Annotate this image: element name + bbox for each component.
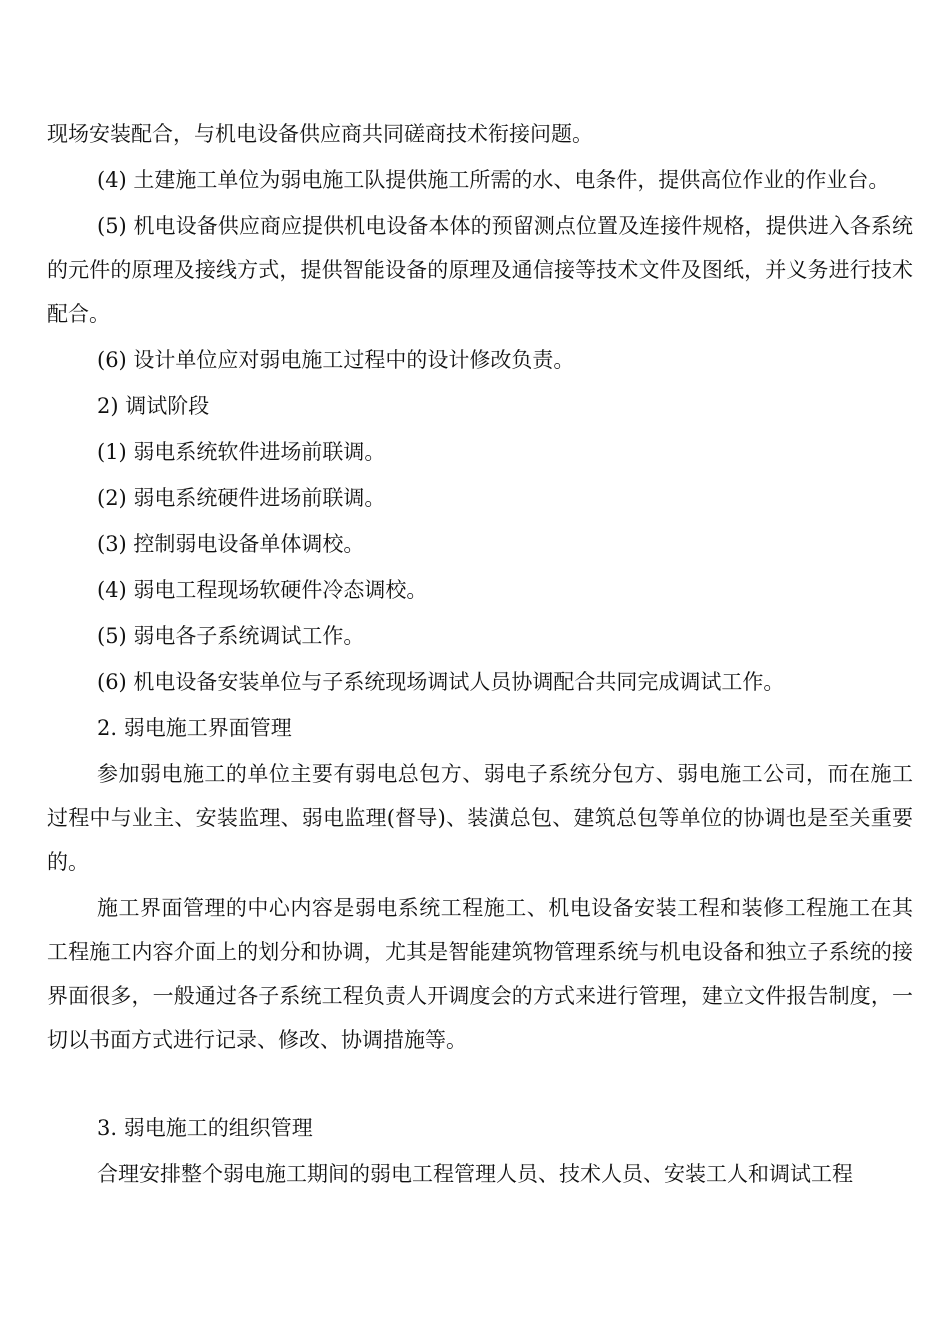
list-item: (6) 机电设备安装单位与子系统现场调试人员协调配合共同完成调试工作。 <box>97 670 785 694</box>
section-heading-debug-stage: 2) 调试阶段 <box>97 394 210 418</box>
paragraph-staffing: 合理安排整个弱电施工期间的弱电工程管理人员、技术人员、安装工人和调试工程 <box>97 1162 853 1186</box>
list-item: (2) 弱电系统硬件进场前联调。 <box>97 486 386 510</box>
paragraph-item-4-civil: (4) 土建施工单位为弱电施工队提供施工所需的水、电条件，提供高位作业的作业台。 <box>97 168 890 192</box>
list-item: (3) 控制弱电设备单体调校。 <box>97 532 365 556</box>
section-heading-interface-management: 2. 弱电施工界面管理 <box>97 716 292 740</box>
list-item: (1) 弱电系统软件进场前联调。 <box>97 440 386 464</box>
paragraph-item-5-supplier: (5) 机电设备供应商应提供机电设备本体的预留测点位置及连接件规格，提供进入各系统的元件的原理及接线方式，提供智能设备的原理及通信接等技术文件及图纸，并义务进行技术配合。 <box>47 214 913 326</box>
paragraph-item-6-design: (6) 设计单位应对弱电施工过程中的设计修改负责。 <box>97 348 575 372</box>
list-item: (5) 弱电各子系统调试工作。 <box>97 624 365 648</box>
section-heading-organization-management: 3. 弱电施工的组织管理 <box>97 1116 313 1140</box>
paragraph-interface-content: 施工界面管理的中心内容是弱电系统工程施工、机电设备安装工程和装修工程施工在其工程施工内容介面上的划分和协调，尤其是智能建筑物管理系统与机电设备和独立子系统的接界面很多，一般通过各子系统工程负责人开调度会的方式来进行管理，建立文件报告制度，一切以书面方式进行记录、修改、协调措施等。 <box>47 896 913 1052</box>
paragraph-participants: 参加弱电施工的单位主要有弱电总包方、弱电子系统分包方、弱电施工公司，而在施工过程中与业主、安装监理、弱电监理(督导)、装潢总包、建筑总包等单位的协调也是至关重要的。 <box>47 762 913 874</box>
list-item: (4) 弱电工程现场软硬件冷态调校。 <box>97 578 428 602</box>
paragraph-continuation: 现场安装配合，与机电设备供应商共同磋商技术衔接问题。 <box>47 122 593 146</box>
document-page <box>47 112 913 1196</box>
